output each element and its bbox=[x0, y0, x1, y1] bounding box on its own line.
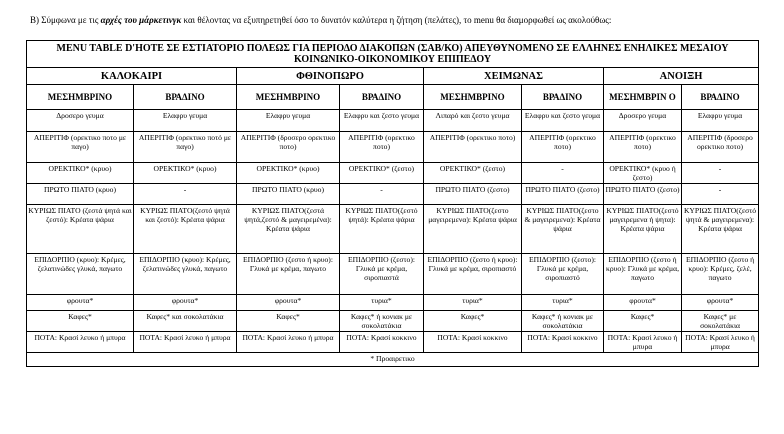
table-cell: ΚΥΡΙΩΣ ΠΙΑΤΟ (ζεστά ψητά και ζεστό): Κρέατα ψάρια bbox=[27, 205, 134, 254]
table-cell: ΑΠΕΡΙΤΙΦ (ορεκτικο ποτο) bbox=[522, 132, 604, 163]
table-cell: Ελαφρυ γευμα bbox=[237, 110, 340, 132]
table-cell: ΑΠΕΡΙΤΙΦ (δροσερο ορεκτικο ποτο) bbox=[237, 132, 340, 163]
table-cell: ΕΠΙΔΟΡΠΙΟ (κρυο): Κρέμες, ζελατινώδες γλυκά, παγωτο bbox=[134, 254, 237, 295]
table-cell: ΑΠΕΡΙΤΙΦ (ορεκτικο ποτο) bbox=[424, 132, 522, 163]
table-cell: ΕΠΙΔΟΡΠΙΟ (κρυο): Κρέμες, ζελατινώδες γλυκά, παγωτο bbox=[27, 254, 134, 295]
table-cell: Δροσερο γευμα bbox=[604, 110, 682, 132]
table-row bbox=[27, 311, 759, 332]
table-cell: ΑΠΕΡΙΤΙΦ (ορεκτικο ποτό με παγο) bbox=[134, 132, 237, 163]
table-cell: ΠΡΩΤΟ ΠΙΑΤΟ (ζεστο) bbox=[424, 184, 522, 205]
table-cell: Καφες* bbox=[237, 311, 340, 332]
table-cell: Καφες* ή κονιακ με σοκολατάκια bbox=[522, 311, 604, 332]
table-cell: φρουτα* bbox=[27, 295, 134, 311]
table-cell: - bbox=[134, 184, 237, 205]
table-cell: Καφες* ή κονιακ με σοκολατάκια bbox=[340, 311, 424, 332]
table-cell: Ελαφρυ γευμα bbox=[134, 110, 237, 132]
table-row bbox=[27, 163, 759, 184]
table-cell: ΟΡΕΚΤΙΚΟ* (κρυο) bbox=[134, 163, 237, 184]
table-cell: φρουτα* bbox=[237, 295, 340, 311]
table-cell: τυρια* bbox=[522, 295, 604, 311]
table-cell: ΕΠΙΔΟΡΠΙΟ (ζεστο ή κρυο): Γλυκά με κρέμα, σιροπιαστό bbox=[424, 254, 522, 295]
table-cell: ΠΡΩΤΟ ΠΙΑΤΟ (κρυο) bbox=[27, 184, 134, 205]
menu-table bbox=[26, 40, 759, 367]
table-cell: ΑΠΕΡΙΤΙΦ (δροσερο ορεκτικο ποτο) bbox=[682, 132, 759, 163]
table-row bbox=[27, 110, 759, 132]
table-cell: ΚΥΡΙΩΣ ΠΙΑΤΟ(ζεστό ψητά και ζεστό): Κρέατα ψάρια bbox=[134, 205, 237, 254]
table-cell: τυρια* bbox=[340, 295, 424, 311]
table-cell: Ελαφρυ γευμα bbox=[682, 110, 759, 132]
table-cell: ΕΠΙΔΟΡΠΙΟ (ζεστο ή κρυο): Κρέμες, ζελέ, παγωτο bbox=[682, 254, 759, 295]
table-cell: ΠΡΩΤΟ ΠΙΑΤΟ (ζεστο) bbox=[522, 184, 604, 205]
meal-header: ΜΕΣΗΜΒΡΙΝ Ο bbox=[604, 85, 682, 110]
table-row bbox=[27, 132, 759, 163]
meal-header: ΒΡΑΔΙΝΟ bbox=[682, 85, 759, 110]
table-cell: ΠΟΤΑ: Κρασί κοκκινο bbox=[340, 332, 424, 353]
table-cell: φρουτα* bbox=[682, 295, 759, 311]
table-cell: - bbox=[682, 184, 759, 205]
intro-text-after: και θέλοντας να εξυπηρετηθεί όσο το δυνατόν καλύτερα η ζήτηση (πελάτες), το menu θα διαμορφωθεί ως ακολούθως: bbox=[181, 15, 612, 25]
table-cell: Ελαφρυ και ζεστο γευμα bbox=[522, 110, 604, 132]
table-cell: ΚΥΡΙΩΣ ΠΙΑΤΟ(ζεστά ψητά,ζεστό & μαγειρεμένα): Κρέατα ψάρια bbox=[237, 205, 340, 254]
table-cell: ΟΡΕΚΤΙΚΟ* (ζεστο) bbox=[340, 163, 424, 184]
table-cell: - bbox=[682, 163, 759, 184]
table-cell: ΕΠΙΔΟΡΠΙΟ (ζεστο): Γλυκά με κρέμα, σιροπιαστό bbox=[522, 254, 604, 295]
table-cell: ΕΠΙΔΟΡΠΙΟ (ζεστο ή κρυο): Γλυκά με κρέμα, παγωτο bbox=[237, 254, 340, 295]
table-row bbox=[27, 254, 759, 295]
table-cell: ΠΟΤΑ: Κρασί κοκκινο bbox=[522, 332, 604, 353]
table-cell: ΚΥΡΙΩΣ ΠΙΑΤΟ(ζεστο & μαγειρεμενα): Κρέατα ψάρια bbox=[522, 205, 604, 254]
meal-header: ΒΡΑΔΙΝΟ bbox=[522, 85, 604, 110]
meal-header: ΜΕΣΗΜΒΡΙΝΟ bbox=[424, 85, 522, 110]
table-cell: Καφες* bbox=[27, 311, 134, 332]
table-cell: ΑΠΕΡΙΤΙΦ (ορεκτικο ποτο) bbox=[340, 132, 424, 163]
intro-emphasis: αρχές του μάρκετινγκ bbox=[100, 15, 182, 25]
season-spring: ΑΝΟΙΞΗ bbox=[604, 68, 759, 85]
table-cell: ΠΟΤΑ: Κρασί λευκο ή μπυρα bbox=[237, 332, 340, 353]
intro-paragraph bbox=[30, 14, 770, 27]
table-cell: φρουτα* bbox=[134, 295, 237, 311]
meal-header: ΒΡΑΔΙΝΟ bbox=[134, 85, 237, 110]
table-row bbox=[27, 295, 759, 311]
table-cell: Δροσερο γευμα bbox=[27, 110, 134, 132]
table-cell: ΕΠΙΔΟΡΠΙΟ (ζεστο ή κρυο): Γλυκά με κρέμα, παγωτο bbox=[604, 254, 682, 295]
table-cell: ΚΥΡΙΩΣ ΠΙΑΤΟ(ζεστό μαγειρεμενα ή ψητα): Κρέατα ψάρια bbox=[604, 205, 682, 254]
table-cell: ΑΠΕΡΙΤΙΦ (ορεκτικο ποτο με παγο) bbox=[27, 132, 134, 163]
table-cell: ΟΡΕΚΤΙΚΟ* (κρυο) bbox=[237, 163, 340, 184]
table-title: MENU TABLE D'HOTE ΣΕ ΕΣΤΙΑΤΟΡΙΟ ΠΟΛΕΩΣ ΓΙΑ ΠΕΡΙΟΔΟ ΔΙΑΚΟΠΩΝ (ΣΑΒ/ΚΟ) ΑΠΕΥΘΥΝΟΜΕΝΟ ΣΕ ΕΛΛΗΝΕΣ ΕΝΗΛΙΚΕΣ ΜΕΣΑΙΟΥ ΚΟΙΝΩΝΙΚΟ-ΟΙΚΟΝΟΜΙΚΟΥ ΕΠΙΠΕΔΟΥ bbox=[27, 41, 759, 68]
table-cell: Καφες* και σοκολατάκια bbox=[134, 311, 237, 332]
table-cell: ΠΡΩΤΟ ΠΙΑΤΟ (ζεστο) bbox=[604, 184, 682, 205]
intro-text-before: Β) Σύμφωνα με τις bbox=[30, 15, 101, 25]
table-cell: Καφες* bbox=[604, 311, 682, 332]
season-summer: ΚΑΛΟΚΑΙΡΙ bbox=[27, 68, 237, 85]
table-cell: ΑΠΕΡΙΤΙΦ (ορεκτικο ποτο) bbox=[604, 132, 682, 163]
table-cell: ΚΥΡΙΩΣ ΠΙΑΤΟ(ζεστό ψητά & μαγειρεμενα): Κρέατα ψάρια bbox=[682, 205, 759, 254]
table-cell: φρουτα* bbox=[604, 295, 682, 311]
meal-header: ΜΕΣΗΜΒΡΙΝΟ bbox=[27, 85, 134, 110]
table-cell: - bbox=[340, 184, 424, 205]
table-cell: ΕΠΙΔΟΡΠΙΟ (ζεστο): Γλυκά με κρέμα, σιροπιαστά bbox=[340, 254, 424, 295]
table-cell: ΠΡΩΤΟ ΠΙΑΤΟ (κρυο) bbox=[237, 184, 340, 205]
table-row bbox=[27, 205, 759, 254]
meal-header: ΒΡΑΔΙΝΟ bbox=[340, 85, 424, 110]
table-cell: ΠΟΤΑ: Κρασί κοκκινο bbox=[424, 332, 522, 353]
table-cell: Καφες* bbox=[424, 311, 522, 332]
table-cell: ΚΥΡΙΩΣ ΠΙΑΤΟ(ζεστό ψητά): Κρέατα ψάρια bbox=[340, 205, 424, 254]
table-cell: Ελαφρυ και ζεστο γευμα bbox=[340, 110, 424, 132]
table-cell: - bbox=[522, 163, 604, 184]
footnote: * Προαιρετικο bbox=[27, 353, 759, 367]
table-cell: τυρια* bbox=[424, 295, 522, 311]
table-cell: ΠΟΤΑ: Κρασί λευκο ή μπυρα bbox=[682, 332, 759, 353]
season-autumn: ΦΘΙΝΟΠΩΡΟ bbox=[237, 68, 424, 85]
table-row bbox=[27, 332, 759, 353]
table-cell: ΠΟΤΑ: Κρασί λευκο ή μπυρα bbox=[27, 332, 134, 353]
table-cell: ΚΥΡΙΩΣ ΠΙΑΤΟ(ζεστο μαγειρεμενα): Κρέατα ψάρια bbox=[424, 205, 522, 254]
table-cell: ΠΟΤΑ: Κρασί λευκο ή μπυρα bbox=[134, 332, 237, 353]
meal-header: ΜΕΣΗΜΒΡΙΝΟ bbox=[237, 85, 340, 110]
table-cell: Καφες* με σοκολατάκια bbox=[682, 311, 759, 332]
table-cell: ΟΡΕΚΤΙΚΟ* (κρυο) bbox=[27, 163, 134, 184]
table-row bbox=[27, 184, 759, 205]
table-cell: ΠΟΤΑ: Κρασί λευκο ή μπυρα bbox=[604, 332, 682, 353]
table-cell: ΟΡΕΚΤΙΚΟ* (κρυο ή ζεστο) bbox=[604, 163, 682, 184]
table-cell: Λιπαρό και ζεστο γευμα bbox=[424, 110, 522, 132]
season-winter: ΧΕΙΜΩΝΑΣ bbox=[424, 68, 604, 85]
table-cell: ΟΡΕΚΤΙΚΟ* (ζεστο) bbox=[424, 163, 522, 184]
